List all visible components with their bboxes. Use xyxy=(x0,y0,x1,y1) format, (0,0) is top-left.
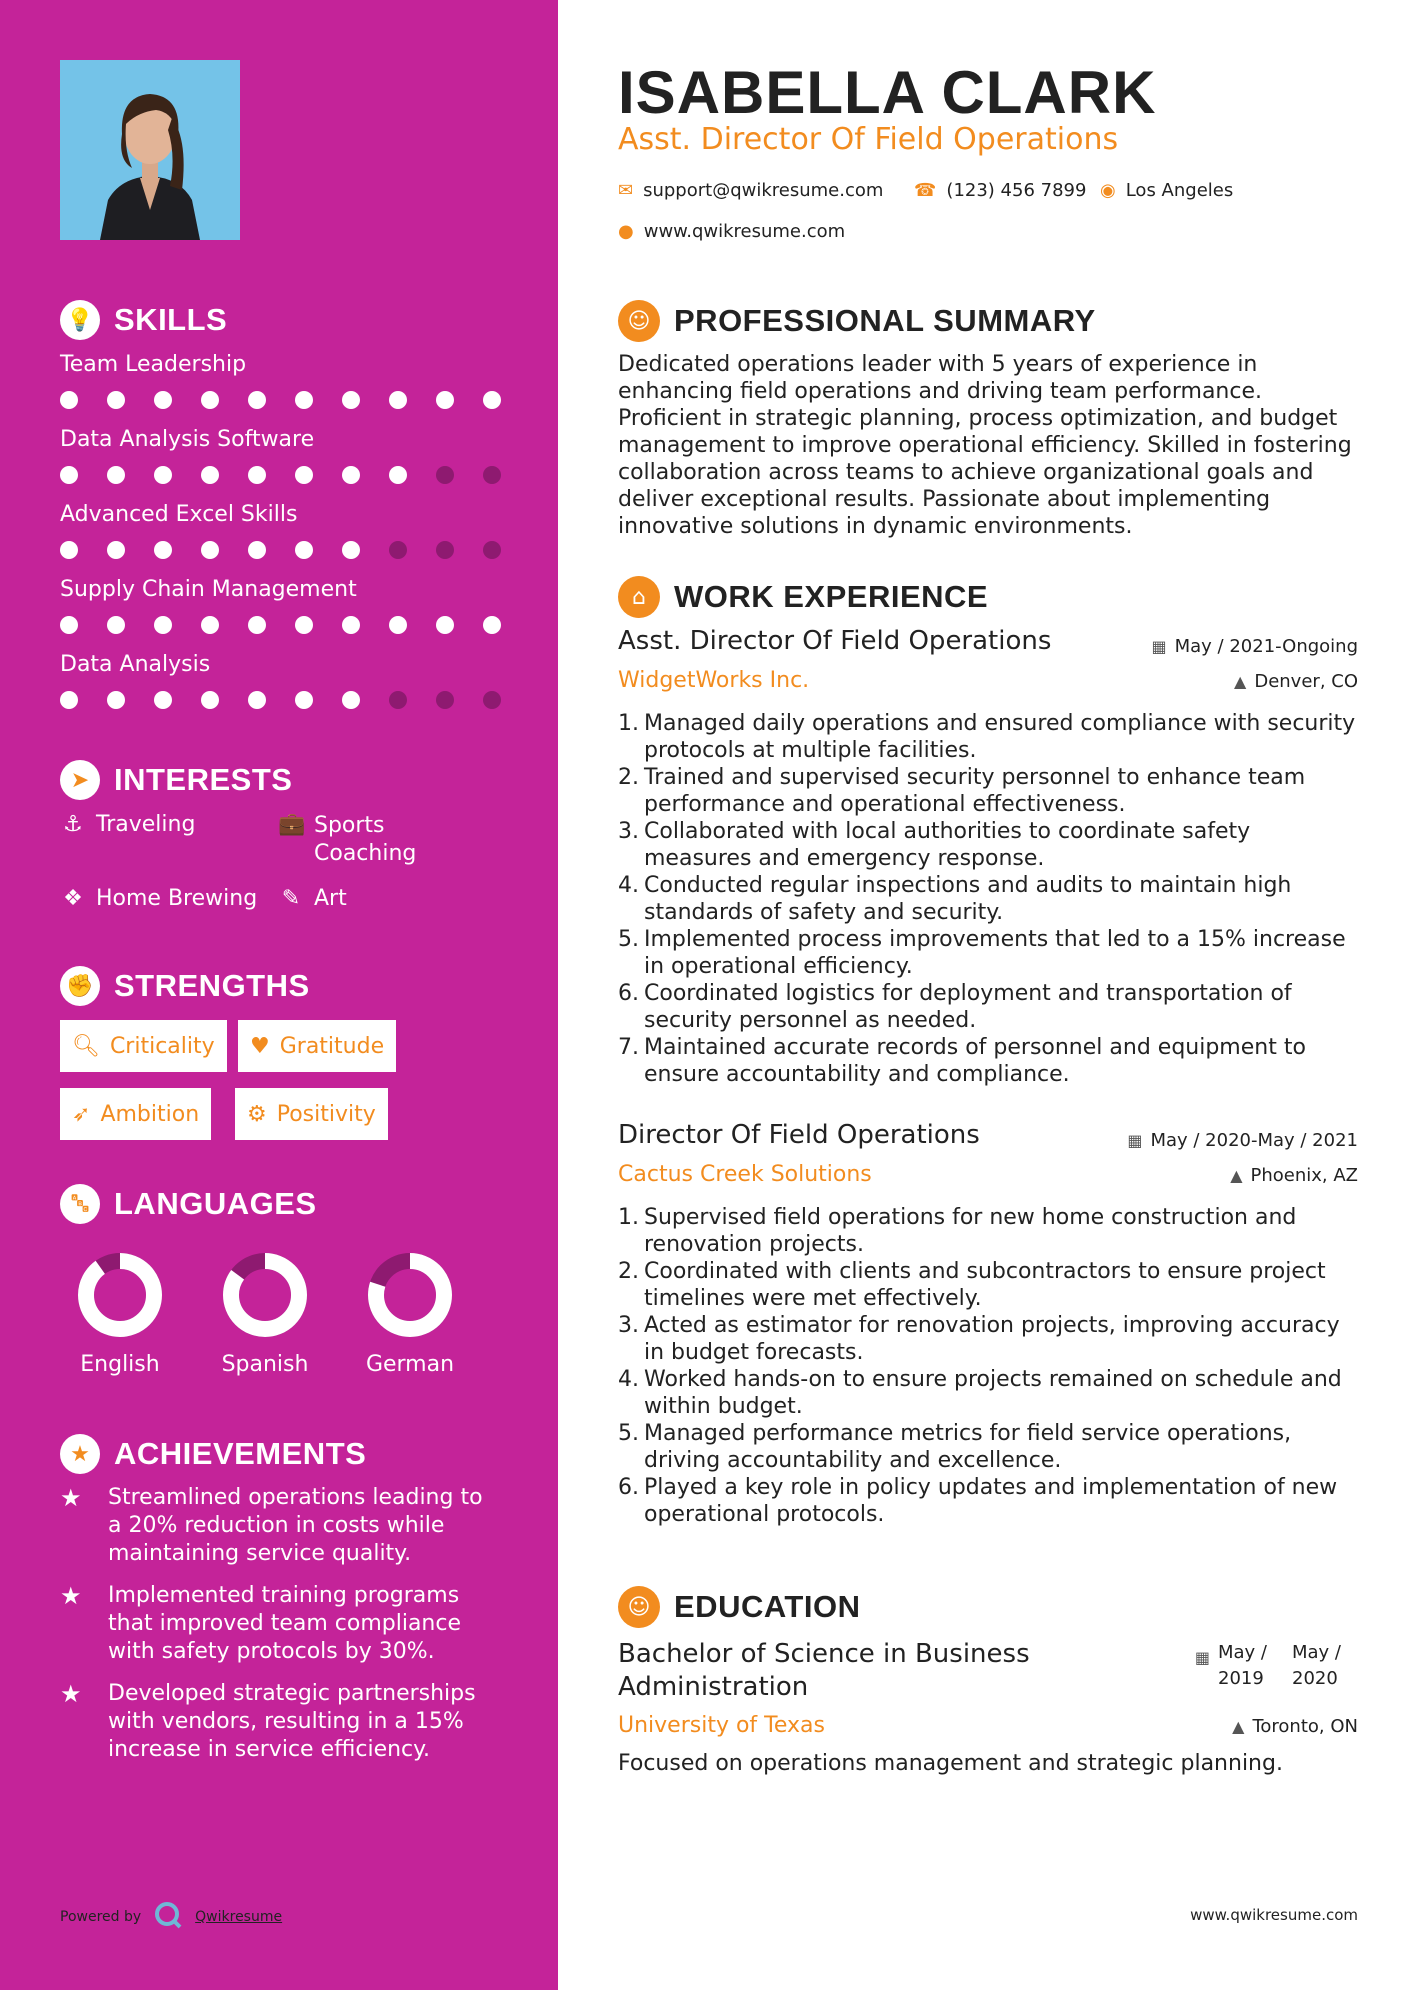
rating-dot xyxy=(389,466,407,484)
languages-title: LANGUAGES xyxy=(114,1186,317,1221)
rating-dot xyxy=(201,391,219,409)
calendar-icon: ▦ xyxy=(1151,637,1167,656)
phone-text: (123) 456 7899 xyxy=(946,180,1087,201)
website-text[interactable]: www.qwikresume.com xyxy=(643,221,846,242)
job-bullet: 6. Coordinated logistics for deployment and transportation of security personnel as needed. xyxy=(618,981,1292,1033)
education-location xyxy=(1232,1716,1358,1737)
skill-rating xyxy=(60,391,501,409)
language-item xyxy=(350,1250,470,1377)
powered-by-label: Powered by xyxy=(60,1909,142,1925)
strength-chip xyxy=(238,1020,396,1072)
achievement-item xyxy=(60,1582,500,1666)
rating-dot xyxy=(201,541,219,559)
rating-dot xyxy=(248,616,266,634)
job-bullet: 5. Managed performance metrics for field service operations, driving accountability and excellence. xyxy=(618,1421,1292,1473)
job-bullet: 4. Conducted regular inspections and audits to maintain high standards of safety and security. xyxy=(618,873,1292,925)
rating-dot xyxy=(389,541,407,559)
job-bullet: 5. Implemented process improvements that led to a 15% increase in operational efficiency. xyxy=(618,927,1346,979)
rating-dot xyxy=(342,691,360,709)
skill-name: Team Leadership xyxy=(60,352,247,377)
rating-dot xyxy=(107,541,125,559)
rating-dot xyxy=(436,391,454,409)
skill-rating xyxy=(60,616,501,634)
skills-title: SKILLS xyxy=(114,302,228,337)
rating-dot xyxy=(107,391,125,409)
brand-link[interactable]: Qwikresume xyxy=(195,1909,283,1925)
rating-dot xyxy=(436,691,454,709)
shooting-star-icon: ★ xyxy=(60,1484,82,1512)
rating-dot xyxy=(342,391,360,409)
contact-location xyxy=(1100,180,1233,201)
degree-title: Bachelor of Science in Business Administration xyxy=(618,1639,1030,1702)
pushpin-icon: ▲ xyxy=(1232,1717,1245,1736)
contact-email xyxy=(618,180,883,201)
rating-dot xyxy=(201,691,219,709)
paper-plane-icon: ➤ xyxy=(60,760,100,800)
achievements-title: ACHIEVEMENTS xyxy=(114,1436,367,1471)
rating-dot xyxy=(154,541,172,559)
strength-label: Ambition xyxy=(100,1101,200,1127)
interest-item xyxy=(60,812,195,837)
job-bullet: 1. Supervised field operations for new home construction and renovation projects. xyxy=(618,1205,1297,1257)
job-dates xyxy=(1127,1130,1358,1151)
pushpin-icon: ▲ xyxy=(1230,1166,1243,1185)
achievement-item xyxy=(60,1484,500,1568)
rating-dot xyxy=(389,616,407,634)
paintbrush-icon: ✎ xyxy=(281,886,301,911)
rating-dot xyxy=(107,466,125,484)
strengths-title: STRENGTHS xyxy=(114,968,310,1003)
job-title: Director Of Field Operations xyxy=(618,1120,980,1150)
job-title: Asst. Director Of Field Operations xyxy=(618,626,1052,656)
fist-icon: ✊ xyxy=(60,966,100,1006)
achievement-text: Implemented training programs that improved team compliance with safety protocols by 30%. xyxy=(108,1583,462,1664)
rating-dot xyxy=(342,541,360,559)
summary-title: PROFESSIONAL SUMMARY xyxy=(674,303,1096,338)
experience-header xyxy=(618,576,988,618)
education-dates xyxy=(1195,1640,1358,1692)
skill-rating xyxy=(60,466,501,484)
language-ring xyxy=(75,1250,165,1340)
rating-dot xyxy=(154,466,172,484)
search-icon: 🔍︎ xyxy=(72,1033,100,1059)
interest-item xyxy=(278,886,347,911)
education-location-text: Toronto, ON xyxy=(1252,1716,1358,1737)
candidate-name: ISABELLA CLARK xyxy=(618,59,1157,126)
rating-dot xyxy=(483,691,501,709)
puzzle-icon: ❖ xyxy=(63,886,83,911)
rating-dot xyxy=(389,691,407,709)
education-start: May / 2019 xyxy=(1218,1642,1267,1689)
shooting-star-icon: ★ xyxy=(60,1582,82,1610)
strength-label: Gratitude xyxy=(279,1033,385,1059)
qwikresume-logo-icon xyxy=(153,1900,183,1934)
language-item xyxy=(205,1250,325,1377)
rating-dot xyxy=(60,391,78,409)
user-icon: ☺ xyxy=(618,300,660,342)
job-bullet: 4. Worked hands-on to ensure projects remained on schedule and within budget. xyxy=(618,1367,1342,1419)
school-name: University of Texas xyxy=(618,1713,825,1738)
language-icon: 🔤︎ xyxy=(60,1184,100,1224)
achievement-text: Developed strategic partnerships with vendors, resulting in a 15% increase in service efficiency. xyxy=(108,1681,476,1762)
contact-website xyxy=(618,221,845,242)
sidebar xyxy=(0,0,558,1990)
rating-dot xyxy=(154,691,172,709)
rating-dot xyxy=(154,391,172,409)
achievement-text: Streamlined operations leading to a 20% reduction in costs while maintaining service quality. xyxy=(108,1485,483,1566)
rating-dot xyxy=(483,466,501,484)
education-title: EDUCATION xyxy=(674,1589,861,1624)
job-location xyxy=(1234,671,1358,692)
job-bullet: 3. Collaborated with local authorities to coordinate safety measures and emergency response. xyxy=(618,819,1251,871)
heart-icon: ♥ xyxy=(250,1033,270,1059)
job-company: WidgetWorks Inc. xyxy=(618,668,810,693)
language-ring-fill xyxy=(86,1261,154,1329)
language-ring xyxy=(365,1250,455,1340)
profile-photo xyxy=(60,60,240,240)
skill-rating xyxy=(60,691,501,709)
summary-text: Dedicated operations leader with 5 years of experience in enhancing field operations and driving team performance. Proficient in strategic planning, process optimization, and budget management to improve operational efficiency. Skilled in fostering collaboration across teams to achieve organizational goals and deliver exceptional results. Passionate about implementing innovative solutions in dynamic environments. xyxy=(618,352,1352,539)
job-bullets xyxy=(618,710,1358,1088)
experience-title: WORK EXPERIENCE xyxy=(674,579,989,614)
language-name: German xyxy=(365,1352,455,1377)
interest-label: Art xyxy=(314,886,347,911)
job-dates-text: May / 2021-Ongoing xyxy=(1174,636,1358,657)
rating-dot xyxy=(201,616,219,634)
rating-dot xyxy=(248,466,266,484)
rating-dot xyxy=(342,616,360,634)
rocket-icon: ➶ xyxy=(72,1101,91,1127)
achievement-item xyxy=(60,1680,500,1764)
envelope-icon: ✉ xyxy=(618,180,634,201)
powered-by xyxy=(60,1900,282,1934)
strength-label: Positivity xyxy=(276,1101,376,1127)
strength-label: Criticality xyxy=(109,1033,215,1059)
skill-rating xyxy=(60,541,501,559)
rating-dot xyxy=(248,691,266,709)
interest-item xyxy=(60,886,257,911)
main-content xyxy=(618,0,1358,1990)
interest-label: Home Brewing xyxy=(96,886,258,911)
job-bullet: 6. Played a key role in policy updates and implementation of new operational protocols. xyxy=(618,1475,1338,1527)
education-end: May / 2020 xyxy=(1292,1642,1341,1689)
job-location-text: Phoenix, AZ xyxy=(1250,1165,1358,1186)
strength-chip xyxy=(235,1088,388,1140)
map-pin-icon: ◉ xyxy=(1100,180,1116,201)
interest-label: Traveling xyxy=(96,812,196,837)
rating-dot xyxy=(483,391,501,409)
chair-icon: ⌂ xyxy=(618,576,660,618)
job-dates xyxy=(1152,636,1359,657)
rating-dot xyxy=(342,466,360,484)
rating-dot xyxy=(60,541,78,559)
rating-dot xyxy=(107,691,125,709)
skill-name: Supply Chain Management xyxy=(60,577,357,602)
job-bullet: 2. Coordinated with clients and subcontractors to ensure project timelines were met effectively. xyxy=(618,1259,1326,1311)
job-location xyxy=(1230,1165,1358,1186)
pushpin-icon: ▲ xyxy=(1234,672,1247,691)
rating-dot xyxy=(483,541,501,559)
skill-name: Data Analysis Software xyxy=(60,427,315,452)
rating-dot xyxy=(60,616,78,634)
strengths-header xyxy=(60,966,310,1006)
achievements-header xyxy=(60,1434,366,1474)
skills-header xyxy=(60,300,227,340)
rating-dot xyxy=(295,616,313,634)
job-bullet: 1. Managed daily operations and ensured compliance with security protocols at multiple facilities. xyxy=(618,711,1356,763)
rating-dot xyxy=(295,541,313,559)
interest-label: Sports Coaching xyxy=(314,813,417,866)
rating-dot xyxy=(483,616,501,634)
strength-chip xyxy=(60,1020,227,1072)
education-text: Focused on operations management and strategic planning. xyxy=(618,1751,1283,1776)
email-text[interactable]: support@qwikresume.com xyxy=(643,180,884,201)
job-dates-text: May / 2020-May / 2021 xyxy=(1150,1130,1358,1151)
interest-item xyxy=(278,812,416,868)
interests-title: INTERESTS xyxy=(114,762,293,797)
rating-dot xyxy=(248,391,266,409)
rating-dot xyxy=(295,691,313,709)
rating-dot xyxy=(295,466,313,484)
graduate-icon: ☺ xyxy=(618,1586,660,1628)
rating-dot xyxy=(436,466,454,484)
rating-dot xyxy=(389,391,407,409)
candidate-role: Asst. Director Of Field Operations xyxy=(618,122,1119,157)
summary-header xyxy=(618,300,1096,342)
education-header xyxy=(618,1586,860,1628)
strength-chip xyxy=(60,1088,211,1140)
skill-name: Data Analysis xyxy=(60,652,211,677)
rating-dot xyxy=(60,466,78,484)
language-item xyxy=(60,1250,180,1377)
rating-dot xyxy=(295,391,313,409)
briefcase-icon: 💼 xyxy=(278,812,306,837)
star-badge-icon: ★ xyxy=(60,1434,100,1474)
binoculars-icon: ⚓ xyxy=(63,812,83,837)
lightbulb-icon: 💡 xyxy=(60,300,100,340)
language-name: English xyxy=(80,1352,160,1377)
job-company: Cactus Creek Solutions xyxy=(618,1162,872,1187)
rating-dot xyxy=(248,541,266,559)
rating-dot xyxy=(436,616,454,634)
interests-header xyxy=(60,760,292,800)
rating-dot xyxy=(60,691,78,709)
contact-phone xyxy=(914,180,1086,201)
globe-icon: ● xyxy=(618,221,634,242)
job-bullet: 7. Maintained accurate records of personnel and equipment to ensure accountability and compliance. xyxy=(618,1035,1306,1087)
footer-website[interactable]: www.qwikresume.com xyxy=(1190,1906,1358,1924)
language-name: Spanish xyxy=(221,1352,309,1377)
job-bullet: 2. Trained and supervised security personnel to enhance team performance and operational effectiveness. xyxy=(618,765,1306,817)
location-text: Los Angeles xyxy=(1125,180,1234,201)
rating-dot xyxy=(436,541,454,559)
rating-dot xyxy=(107,616,125,634)
language-ring xyxy=(220,1250,310,1340)
skill-name: Advanced Excel Skills xyxy=(60,502,298,527)
languages-header xyxy=(60,1184,317,1224)
rating-dot xyxy=(154,616,172,634)
job-bullet: 3. Acted as estimator for renovation projects, improving accuracy in budget forecasts. xyxy=(618,1313,1340,1365)
sun-icon: ⚙ xyxy=(247,1101,267,1127)
job-location-text: Denver, CO xyxy=(1254,671,1358,692)
job-bullets xyxy=(618,1204,1358,1528)
rating-dot xyxy=(201,466,219,484)
phone-icon: ☎ xyxy=(914,180,937,201)
calendar-icon: ▦ xyxy=(1127,1131,1143,1150)
shooting-star-icon: ★ xyxy=(60,1680,82,1708)
calendar-icon: ▦ xyxy=(1194,1648,1210,1667)
